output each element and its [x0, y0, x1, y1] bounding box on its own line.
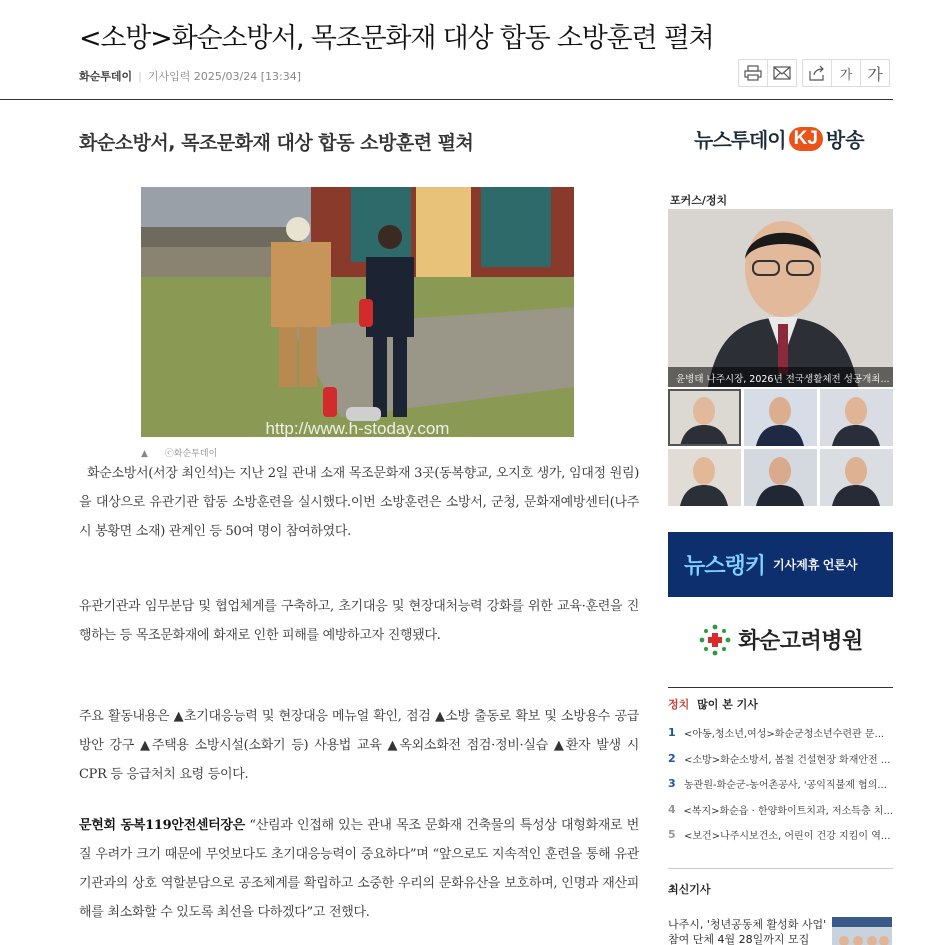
thumbnail-portrait: [820, 449, 893, 506]
caption-text: ⓒ화순투데이: [164, 449, 218, 459]
feature-thumbnail[interactable]: [668, 389, 741, 446]
feature-caption: 윤병태 나주시장, 2026년 전국생활체전 성공개최...: [668, 367, 893, 387]
popular-header: [668, 687, 893, 712]
article-meta: [79, 68, 301, 84]
article-photo: [141, 187, 574, 437]
list-item-text: 농관원-화순군-농어촌공사, '공익직불제 협의...: [684, 780, 887, 792]
latest-article-thumbnail: [832, 917, 892, 945]
banner-newsrank-logo: 뉴스랭키: [684, 553, 766, 578]
article-paragraph-4: [79, 811, 639, 927]
sidebar-logo-newstoday-kj[interactable]: [694, 124, 865, 153]
article-subtitle: 화순소방서, 목조문화재 대상 합동 소방훈련 펼쳐: [79, 132, 474, 154]
hospital-name: 화순고려병원: [738, 628, 863, 653]
article-toolbar: [738, 59, 889, 87]
focus-section-title: 포커스/정치: [670, 194, 728, 207]
rank-number: 3: [668, 777, 676, 791]
email-icon: [773, 66, 791, 80]
banner-newsrank-text: 기사제휴 언론사: [773, 558, 858, 572]
photo-scene: [141, 187, 574, 437]
list-item-text: <복지>화순읍 · 한양화이트치과, 저소득층 치...: [683, 805, 893, 817]
font-larger-label: 가: [867, 64, 883, 84]
latest-article[interactable]: [668, 917, 893, 945]
banner-newsrank[interactable]: [668, 532, 893, 597]
thumbnail-image: [832, 917, 892, 945]
rank-number: 2: [668, 751, 676, 765]
rank-number: 1: [668, 726, 676, 740]
latest-article-title: 나주시, '청년공동체 활성화 사업' 참여 단체 4월 28일까지 모집: [668, 918, 827, 945]
tab-most-viewed[interactable]: 많이 본 기사: [697, 698, 758, 711]
thumbnail-portrait: [668, 449, 741, 506]
photo-caption: [141, 446, 217, 459]
list-item-text: <보건>나주시보건소, 어린이 건강 지킴이 역...: [684, 831, 891, 843]
thumbnail-portrait: [668, 389, 741, 446]
thumbnail-portrait: [744, 449, 817, 506]
article-paragraph-3: 주요 활동내용은 ▲초기대응능력 및 현장대응 메뉴얼 확인, 점검 ▲소방 출동로 확보 및 소방용수 공급 방안 강구 ▲주택용 소방시설(소화기 등) 사용법 교육 ▲옥외소화전 점검·정비·실습 ▲환자 발생 시 CPR 등 응급처치 요령 등이다.: [79, 709, 639, 782]
font-larger-button[interactable]: [860, 59, 890, 87]
feature-thumbnail[interactable]: [668, 449, 741, 506]
share-icon: [808, 65, 826, 81]
quote-text: “산림과 인접해 있는 관내 목조 문화재 건축물의 특성상 대형화재로 번질 우려가 크기 때문에 무엇보다도 초기대응능력이 중요하다”며 “앞으로도 지속적인 훈련을 통해 유관기관과의 상호 역할분담으로 공조체계를 확립하고 소중한 우리의 문화유산을 보호하며, 인명과 재산피해를 최소화할 수 있도록 최선을 다하겠다”고 전했다.: [79, 818, 639, 920]
article-headline: <소방>화순소방서, 목조문화재 대상 합동 소방훈련 펼쳐: [79, 23, 714, 54]
font-smaller-button[interactable]: 가: [831, 59, 861, 87]
latest-header: 최신기사: [668, 868, 893, 897]
article-date: 기사입력 2025/03/24 [13:34]: [147, 70, 302, 83]
thumbnail-portrait: [820, 389, 893, 446]
popular-list: [668, 720, 893, 848]
caption-marker: ▲: [141, 449, 148, 459]
quote-speaker: 문현회 동복119안전센터장은: [79, 818, 245, 833]
hospital-cross-icon: [698, 623, 732, 657]
rank-number: 4: [668, 802, 676, 816]
meta-separator: |: [138, 69, 142, 83]
article-source[interactable]: 화순투데이: [79, 70, 133, 83]
feature-portrait: [668, 209, 893, 387]
list-item[interactable]: [668, 797, 893, 823]
share-button[interactable]: [802, 59, 832, 87]
feature-thumbnail[interactable]: [744, 389, 817, 446]
thumbnail-portrait: [744, 389, 817, 446]
list-item[interactable]: [668, 746, 893, 772]
email-button[interactable]: [767, 59, 797, 87]
rank-number: 5: [668, 828, 676, 842]
article-paragraph-1: 화순소방서(서장 최인석)는 지난 2일 관내 소재 목조문화재 3곳(동복향교, 오지호 생가, 임대정 원림)을 대상으로 유관기관 합동 소방훈련을 실시했다.이번 소방훈련은 소방서, 군청, 문화재예방센터(나주시 봉황면 소재) 관계인 등 50여 명이 참여하였다.: [79, 466, 639, 539]
list-item-text: <소방>화순소방서, 봄철 건설현장 화재안전 ...: [684, 754, 891, 766]
list-item[interactable]: [668, 771, 893, 797]
feature-thumbnail[interactable]: [744, 449, 817, 506]
logo-broadcast-text: 방송: [825, 130, 865, 152]
logo-kj-badge: KJ: [789, 127, 823, 151]
list-item-text: <아동,청소년,여성>화순군청소년수련관 문...: [684, 729, 885, 741]
feature-thumbnail-grid: [668, 389, 893, 506]
header-divider: [0, 99, 893, 100]
article-paragraph-2: 유관기관과 임무분담 및 협업체계를 구축하고, 초기대응 및 현장대처능력 강화를 위한 교육·훈련을 진행하는 등 목조문화재에 화재로 인한 피해를 예방하고자 진행됐다.: [79, 599, 639, 643]
print-icon: [744, 65, 762, 81]
feature-photo[interactable]: [668, 209, 893, 387]
print-button[interactable]: [738, 59, 768, 87]
banner-hospital[interactable]: [668, 607, 893, 672]
feature-thumbnail[interactable]: [820, 449, 893, 506]
logo-newstoday-text: 뉴스투데이: [694, 130, 786, 152]
list-item[interactable]: [668, 822, 893, 848]
tab-politics[interactable]: 정치: [668, 698, 690, 711]
list-item[interactable]: [668, 720, 893, 746]
photo-watermark: http://www.h-stoday.com: [265, 419, 450, 437]
feature-thumbnail[interactable]: [820, 389, 893, 446]
